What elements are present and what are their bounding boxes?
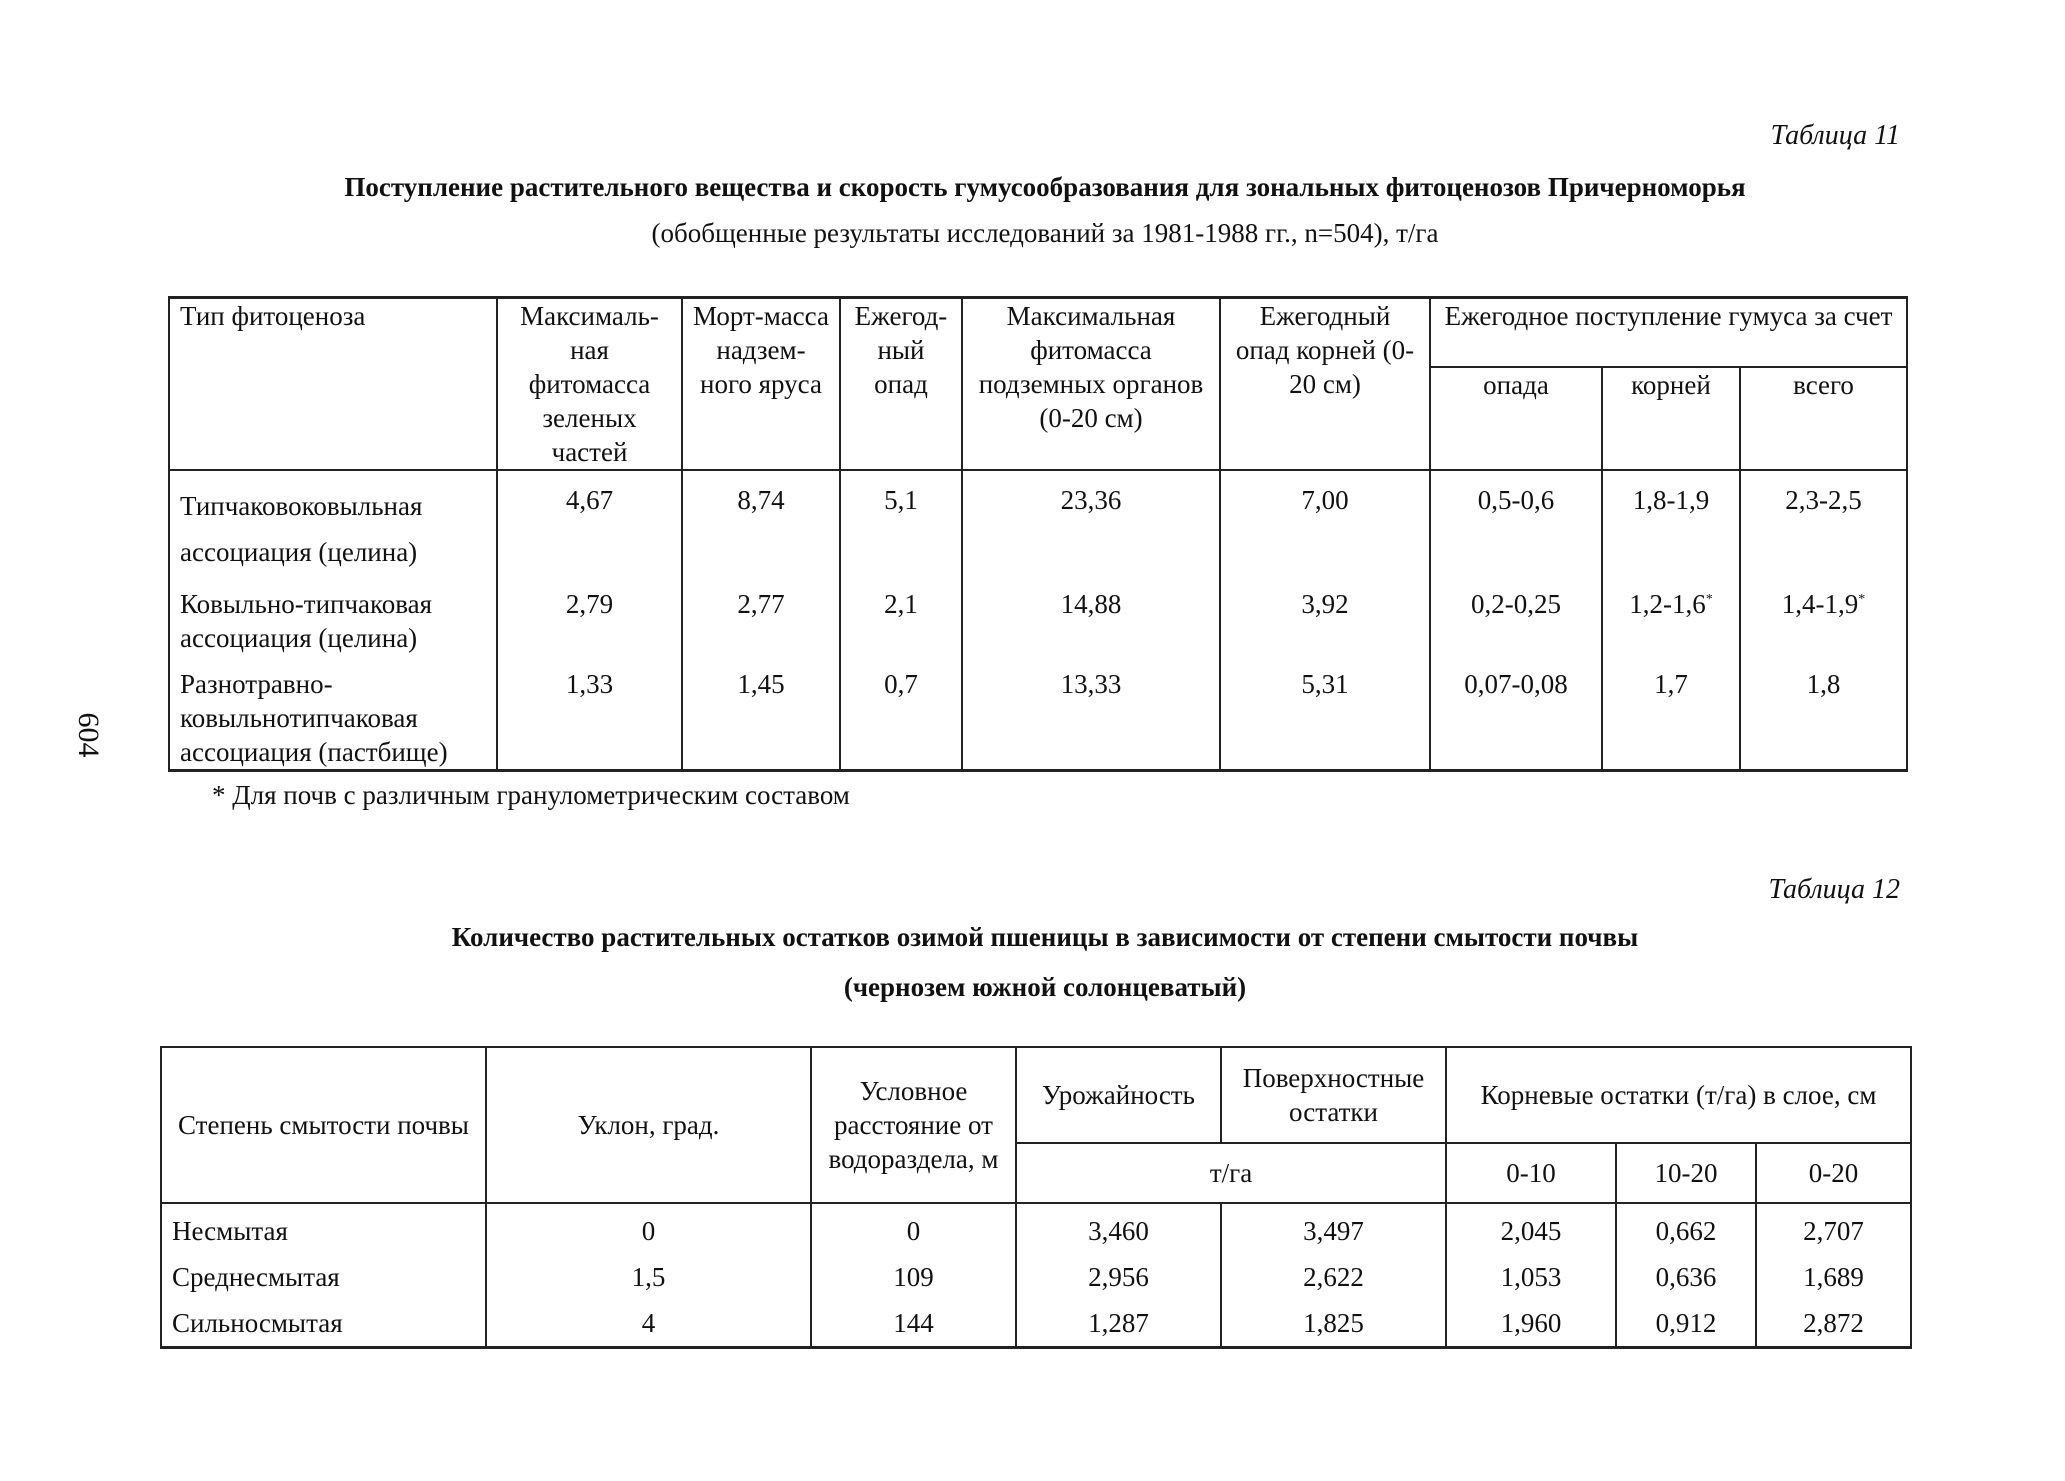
table11-footnote: * Для почв с различным гранулометрическим составом <box>212 780 850 810</box>
cell: 3,92 <box>1220 575 1430 655</box>
table12-subtitle: (чернозем южной солонцеватый) <box>843 972 1247 1002</box>
table-row <box>161 1254 1911 1300</box>
cell: 1,689 <box>1756 1254 1911 1300</box>
footnote-mark: * <box>1705 592 1713 607</box>
cell: 1,8 <box>1740 655 1907 771</box>
cell: 0,7 <box>840 655 962 771</box>
cell: 4 <box>486 1300 811 1348</box>
cell: 0,2-0,25 <box>1430 575 1602 655</box>
row-name: Ковыльно-типчаковая ассоциация (целина) <box>169 575 497 655</box>
cell: Несмытая <box>161 1203 486 1254</box>
cell: 4,67 <box>497 470 682 575</box>
header-type: Тип фитоценоза <box>169 298 497 471</box>
table-row <box>169 655 1907 771</box>
row-name: Типчаковоковыльная ассоциация (целина) <box>169 470 497 575</box>
header-degree: Степень смытости почвы <box>161 1047 486 1203</box>
cell: 14,88 <box>962 575 1220 655</box>
header-yield: Урожайность <box>1016 1047 1221 1143</box>
cell: 109 <box>811 1254 1016 1300</box>
cell: 2,1 <box>840 575 962 655</box>
cell: Среднесмытая <box>161 1254 486 1300</box>
header-layer-0-20: 0-20 <box>1756 1143 1911 1203</box>
cell: 23,36 <box>962 470 1220 575</box>
cell: 2,77 <box>682 575 840 655</box>
cell: 0,636 <box>1616 1254 1756 1300</box>
cell: 144 <box>811 1300 1016 1348</box>
cell: 1,5 <box>486 1254 811 1300</box>
header-humus-litter: опада <box>1430 367 1602 470</box>
header-layer-10-20: 10-20 <box>1616 1143 1756 1203</box>
table11-title: Поступление растительного вещества и скорость гумусообразования для зональных фитоценозов Причерноморья <box>344 172 1746 202</box>
header-humus-roots: корней <box>1602 367 1740 470</box>
header-roots-group: Корневые остатки (т/га) в слое, см <box>1446 1047 1911 1143</box>
table11 <box>168 296 1908 772</box>
header-layer-0-10: 0-10 <box>1446 1143 1616 1203</box>
page-number: 604 <box>72 712 105 758</box>
cell: 3,460 <box>1016 1203 1221 1254</box>
cell: 5,31 <box>1220 655 1430 771</box>
header-unit: т/га <box>1016 1143 1446 1203</box>
cell: 1,8-1,9 <box>1602 470 1740 575</box>
cell: 13,33 <box>962 655 1220 771</box>
cell: 1,33 <box>497 655 682 771</box>
cell: 3,497 <box>1221 1203 1446 1254</box>
cell: 0,07-0,08 <box>1430 655 1602 771</box>
table12-title: Количество растительных остатков озимой пшеницы в зависимости от степени смытости почвы <box>451 922 1639 952</box>
cell: 0 <box>486 1203 811 1254</box>
table12-label: Таблица 12 <box>1768 874 1900 905</box>
cell: 5,1 <box>840 470 962 575</box>
cell: Сильносмытая <box>161 1300 486 1348</box>
table-row <box>161 1203 1911 1254</box>
header-annual-litter: Ежегод-ный опад <box>840 298 962 471</box>
cell: 0,662 <box>1616 1203 1756 1254</box>
cell: 0,5-0,6 <box>1430 470 1602 575</box>
cell: 2,045 <box>1446 1203 1616 1254</box>
cell: 2,872 <box>1756 1300 1911 1348</box>
cell: 2,707 <box>1756 1203 1911 1254</box>
header-max-green: Максималь-ная фитомасса зеленых частей <box>497 298 682 471</box>
cell: 2,79 <box>497 575 682 655</box>
table11-label: Таблица 11 <box>1770 120 1900 151</box>
cell: 2,3-2,5 <box>1740 470 1907 575</box>
cell: 1,287 <box>1016 1300 1221 1348</box>
header-annual-root-litter: Ежегодный опад корней (0-20 см) <box>1220 298 1430 471</box>
cell: 7,00 <box>1220 470 1430 575</box>
cell: 1,2-1,6* <box>1602 575 1740 655</box>
footnote-mark: * <box>1858 592 1866 607</box>
header-surface: Поверхностные остатки <box>1221 1047 1446 1143</box>
header-distance: Условное расстояние от водораздела, м <box>811 1047 1016 1203</box>
header-mortmass: Морт-масса надзем-ного яруса <box>682 298 840 471</box>
header-humus-total: всего <box>1740 367 1907 470</box>
table12 <box>160 1046 1912 1349</box>
header-humus-group: Ежегодное поступление гумуса за счет <box>1430 298 1907 367</box>
cell: 0 <box>811 1203 1016 1254</box>
cell: 1,4-1,9* <box>1740 575 1907 655</box>
cell: 1,825 <box>1221 1300 1446 1348</box>
header-max-underground: Максимальная фитомасса подземных органов (0-20 см) <box>962 298 1220 471</box>
table-row <box>169 575 1907 655</box>
cell: 2,622 <box>1221 1254 1446 1300</box>
cell: 1,053 <box>1446 1254 1616 1300</box>
cell: 1,7 <box>1602 655 1740 771</box>
cell: 1,45 <box>682 655 840 771</box>
header-slope: Уклон, град. <box>486 1047 811 1203</box>
table-row <box>161 1300 1911 1348</box>
row-name: Разнотравно-ковыльнотипчаковая ассоциация (пастбище) <box>169 655 497 771</box>
table11-subtitle: (обобщенные результаты исследований за 1981-1988 гг., n=504), т/га <box>651 218 1439 248</box>
cell: 8,74 <box>682 470 840 575</box>
cell: 0,912 <box>1616 1300 1756 1348</box>
cell: 1,960 <box>1446 1300 1616 1348</box>
cell: 2,956 <box>1016 1254 1221 1300</box>
table-row <box>169 470 1907 575</box>
